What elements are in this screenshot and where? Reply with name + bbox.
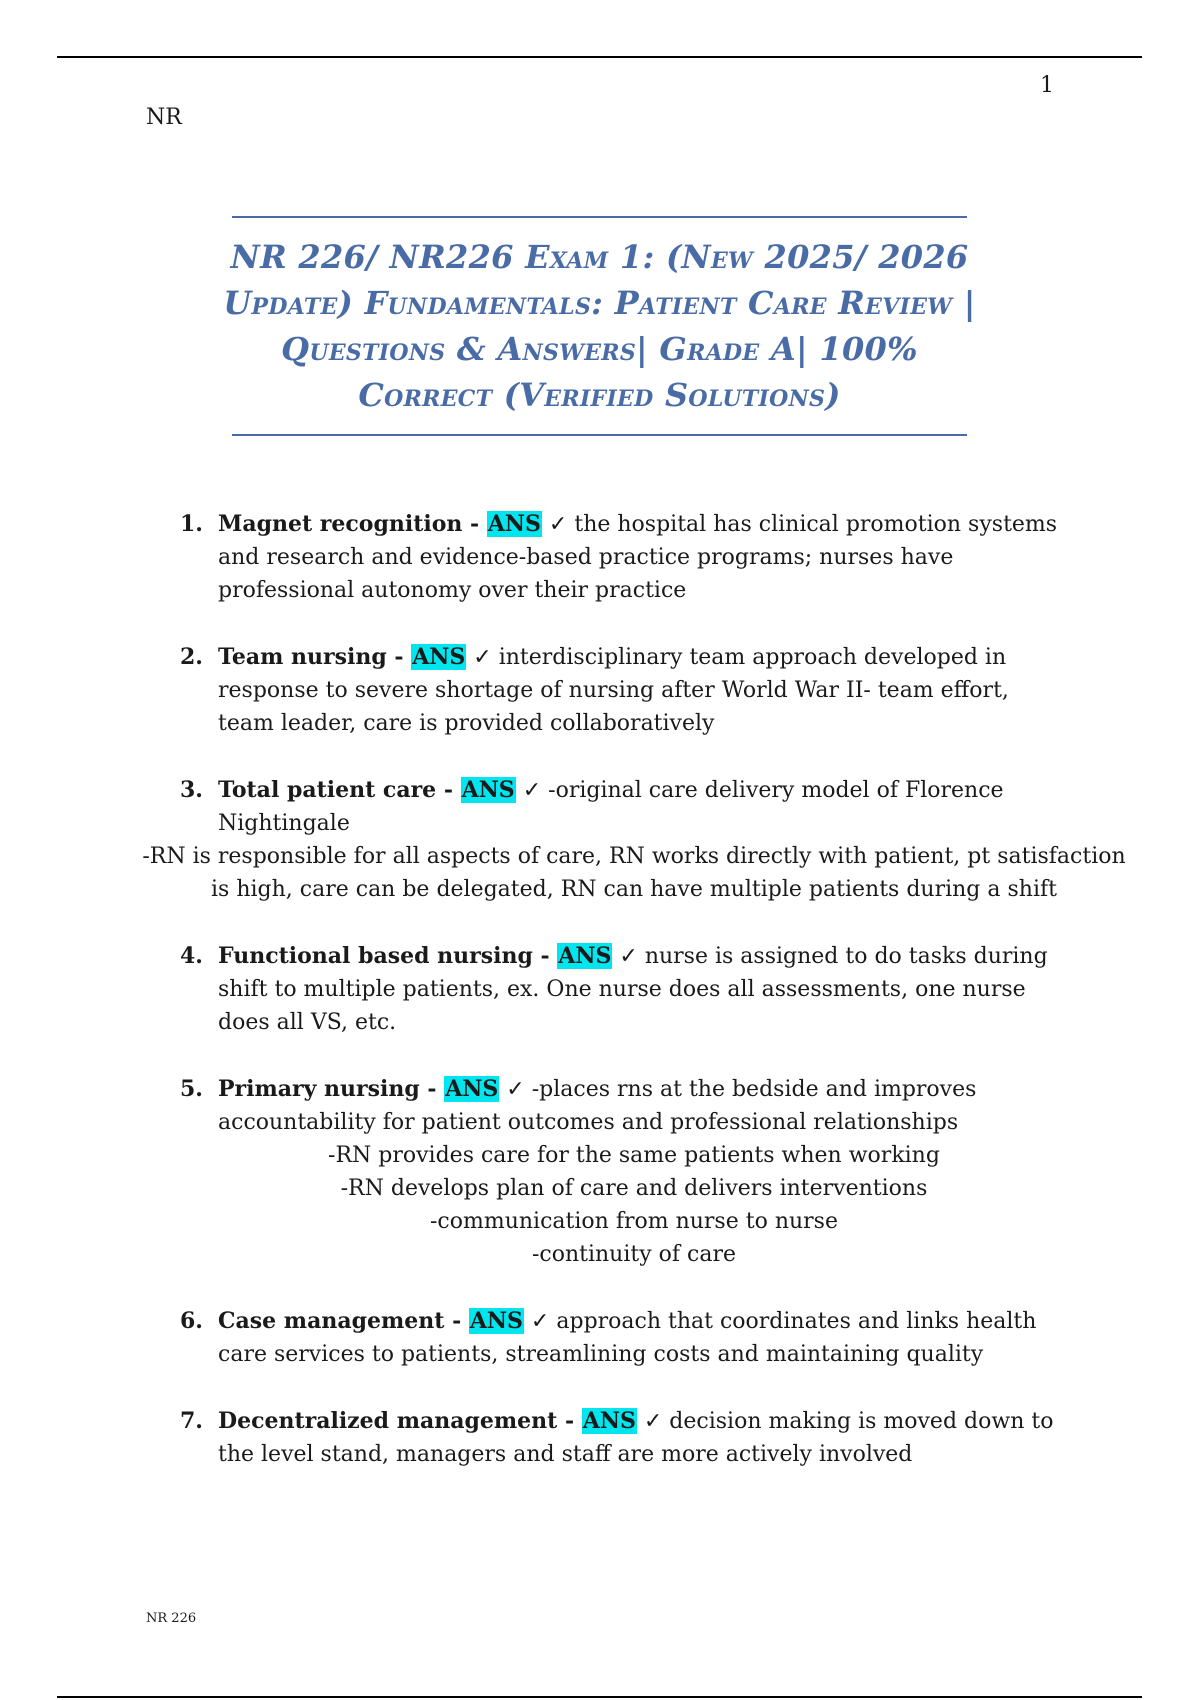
answer-extra-line: -RN is responsible for all aspects of care, RN works directly with patient, pt satisfaction is high, care can be delegated, RN can have multiple patients during a shift [142, 844, 1126, 902]
list-item [180, 1073, 1060, 1271]
bottom-rule [57, 1696, 1142, 1698]
question-term: Case management [218, 1308, 445, 1334]
ans-badge: ANS [582, 1408, 636, 1434]
answer-text: decision making is moved down to the level stand, managers and staff are more actively involved [218, 1409, 1054, 1467]
answer-extra-line: -RN develops plan of care and delivers interventions [340, 1176, 928, 1201]
answer-text: nurse is assigned to do tasks during shift to multiple patients, ex. One nurse does all assessments, one nurse does all VS, etc. [218, 944, 1048, 1035]
title-line: NR 226/ NR226 Exam 1: (New 2025/ 2026 [230, 238, 969, 276]
answer-extra-line: -continuity of care [531, 1242, 737, 1267]
answer-text: -original care delivery model of Florence Nightingale [218, 778, 1004, 836]
check-mark: ✓ [636, 1409, 663, 1434]
footer-label: NR 226 [146, 1611, 197, 1626]
qa-list [142, 508, 1126, 1505]
separator: - [444, 1308, 469, 1334]
check-mark: ✓ [515, 778, 542, 803]
top-rule [57, 56, 1142, 58]
check-mark: ✓ [523, 1309, 550, 1334]
question-term: Functional based nursing [218, 943, 533, 969]
list-item [180, 1305, 1060, 1371]
separator: - [462, 511, 487, 537]
item-number: 1. [180, 511, 203, 537]
check-mark: ✓ [541, 512, 568, 537]
answer-text: approach that coordinates and links health care services to patients, streamlining costs and maintaining quality [218, 1309, 1037, 1367]
separator: - [557, 1408, 582, 1434]
answer-text: -places rns at the bedside and improves accountability for patient outcomes and professional relationships [218, 1077, 977, 1135]
question-term: Magnet recognition [218, 511, 463, 537]
question-term: Total patient care [218, 777, 437, 803]
answer-text: the hospital has clinical promotion systems and research and evidence-based practice programs; nurses have professional autonomy over their practice [218, 512, 1058, 603]
separator: - [419, 1076, 445, 1102]
list-item [180, 1405, 1060, 1471]
ans-badge: ANS [487, 511, 541, 537]
ans-badge: ANS [412, 644, 466, 670]
title-line: Correct (Verified Solutions) [358, 376, 841, 414]
list-item [180, 508, 1060, 607]
list-item [180, 940, 1060, 1039]
list-item [180, 641, 1060, 740]
check-mark: ✓ [466, 645, 492, 670]
list-item [142, 774, 1126, 906]
check-mark: ✓ [499, 1077, 525, 1102]
question-term: Decentralized management [218, 1408, 558, 1434]
ans-badge: ANS [558, 943, 612, 969]
item-number: 4. [180, 943, 203, 969]
item-number: 6. [180, 1308, 203, 1334]
answer-extra-line: -communication from nurse to nurse [430, 1209, 838, 1234]
question-term: Primary nursing [218, 1076, 420, 1102]
ans-badge: ANS [461, 777, 515, 803]
item-number: 5. [180, 1076, 203, 1102]
separator: - [436, 777, 461, 803]
question-term: Team nursing [218, 644, 387, 670]
title-line: Update) Fundamentals: Patient Care Review | [223, 284, 976, 322]
answer-text: interdisciplinary team approach developed in response to severe shortage of nursing after World War II- team effort, team leader, care is provided collaboratively [218, 645, 1009, 736]
check-mark: ✓ [612, 944, 638, 969]
document-title [223, 216, 976, 436]
separator: - [386, 644, 412, 670]
separator: - [532, 943, 558, 969]
item-number: 7. [180, 1408, 203, 1434]
ans-badge: ANS [445, 1076, 499, 1102]
answer-extra-line: -RN provides care for the same patients when working [328, 1143, 940, 1168]
item-number: 2. [180, 644, 203, 670]
title-line: Questions & Answers| Grade A| 100% [281, 330, 918, 368]
item-number: 3. [180, 777, 203, 803]
page-number: 1 [1040, 73, 1054, 98]
header-label: NR [146, 105, 182, 130]
ans-badge: ANS [469, 1308, 523, 1334]
